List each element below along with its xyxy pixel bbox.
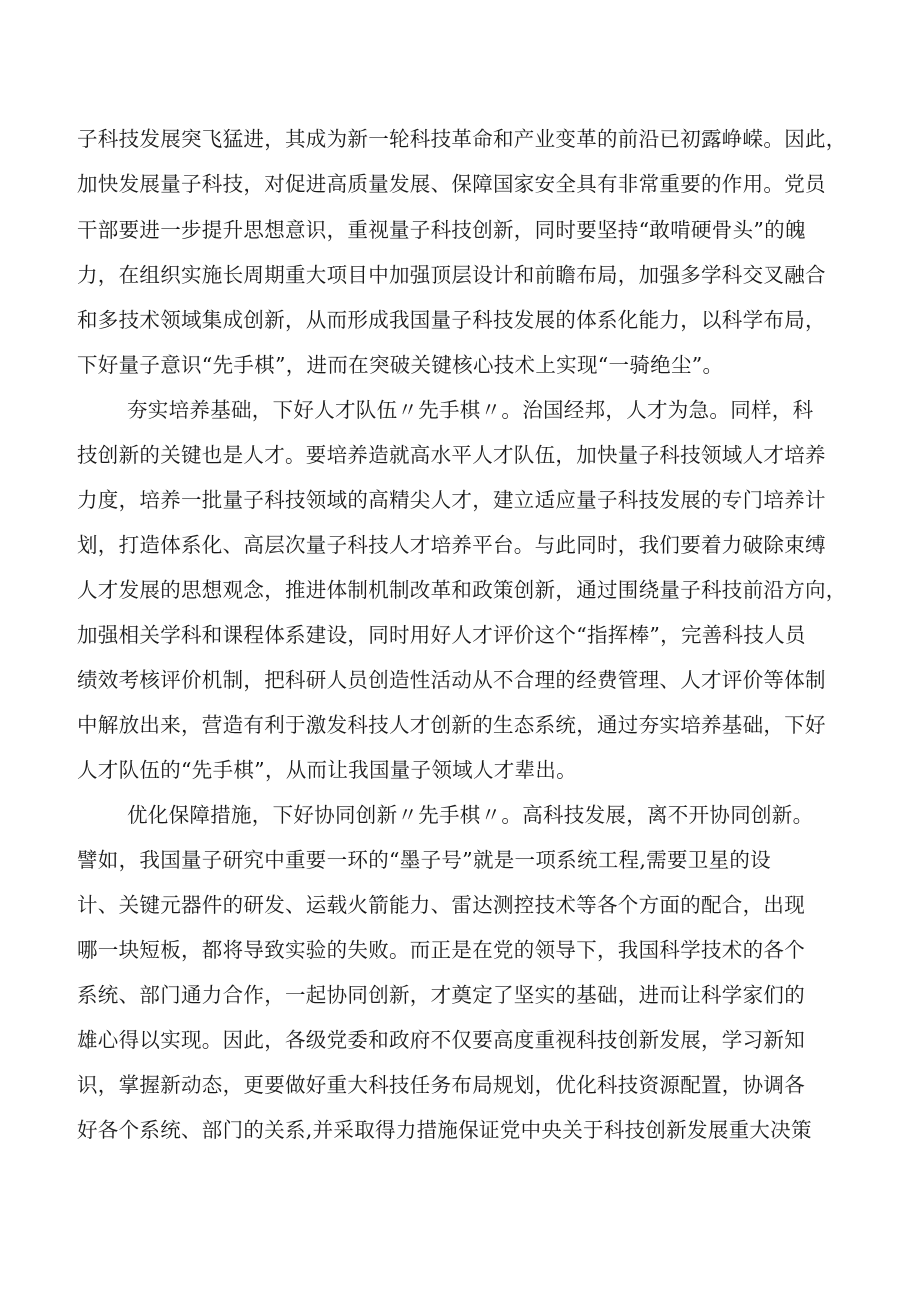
text-line: 力度，培养一批量子科技领域的高精尖人才，建立适应量子科技发展的专门培养计 <box>77 488 826 512</box>
text-line: 人才队伍的“先手棋”，从而让我国量子领域人才辈出。 <box>77 758 577 782</box>
text-line: 加强相关学科和课程体系建设，同时用好人才评价这个“指挥棒”，完善科技人员 <box>77 623 806 647</box>
text-line: 划，打造体系化、高层次量子科技人才培养平台。与此同时，我们要着力破除束缚 <box>77 533 826 557</box>
text-line: 加快发展量子科技，对促进高质量发展、保障国家安全具有非常重要的作用。党员 <box>77 172 826 196</box>
text-line: 干部要进一步提升思想意识，重视量子科技创新，同时要坚持“敢啃硬骨头”的魄 <box>77 218 806 242</box>
text-line: 人才发展的思想观念，推进体制机制改革和政策创新，通过围绕量子科技前沿方向， <box>77 578 847 602</box>
text-line: 好各个系统、部门的关系,并采取得力措施保证党中央关于科技创新发展重大决策 <box>77 1118 812 1142</box>
text-line: 譬如，我国量子研究中重要一环的“墨子号”就是一项系统工程,需要卫星的设 <box>77 848 771 872</box>
text-line: 子科技发展突飞猛进，其成为新一轮科技革命和产业变革的前沿已初露峥嵘。因此， <box>77 127 847 151</box>
text-line: 系统、部门通力合作，一起协同创新，才奠定了坚实的基础，进而让科学家们的 <box>77 983 805 1007</box>
text-line: 哪一块短板，都将导致实验的失败。而正是在党的领导下，我国科学技术的各个 <box>77 938 805 962</box>
text-line: 技创新的关键也是人才。要培养造就高水平人才队伍，加快量子科技领域人才培养 <box>77 443 826 467</box>
text-line: 雄心得以实现。因此，各级党委和政府不仅要高度重视科技创新发展，学习新知 <box>77 1028 805 1052</box>
text-line: 力，在组织实施长周期重大项目中加强顶层设计和前瞻布局，加强多学科交叉融合 <box>77 263 826 287</box>
text-line: 和多技术领域集成创新，从而形成我国量子科技发展的体系化能力，以科学布局， <box>77 308 826 332</box>
paragraph-heading-line: 优化保障措施，下好协同创新〃先手棋〃。高科技发展，离不开协同创新。 <box>127 803 814 827</box>
text-line: 绩效考核评价机制，把科研人员创造性活动从不合理的经费管理、人才评价等体制 <box>77 668 826 692</box>
paragraph-heading-line: 夯实培养基础，下好人才队伍〃先手棋〃。治国经邦，人才为急。同样，科 <box>127 398 814 422</box>
text-line: 中解放出来，营造有利于激发科技人才创新的生态系统，通过夯实培养基础，下好 <box>77 713 826 737</box>
text-line: 识，掌握新动态，更要做好重大科技任务布局规划，优化科技资源配置，协调各 <box>77 1073 805 1097</box>
text-line: 计、关键元器件的研发、运载火箭能力、雷达测控技术等各个方面的配合，出现 <box>77 893 805 917</box>
text-line: 下好量子意识“先手棋”，进而在突破关键核心技术上实现“一骑绝尘”。 <box>77 353 724 377</box>
